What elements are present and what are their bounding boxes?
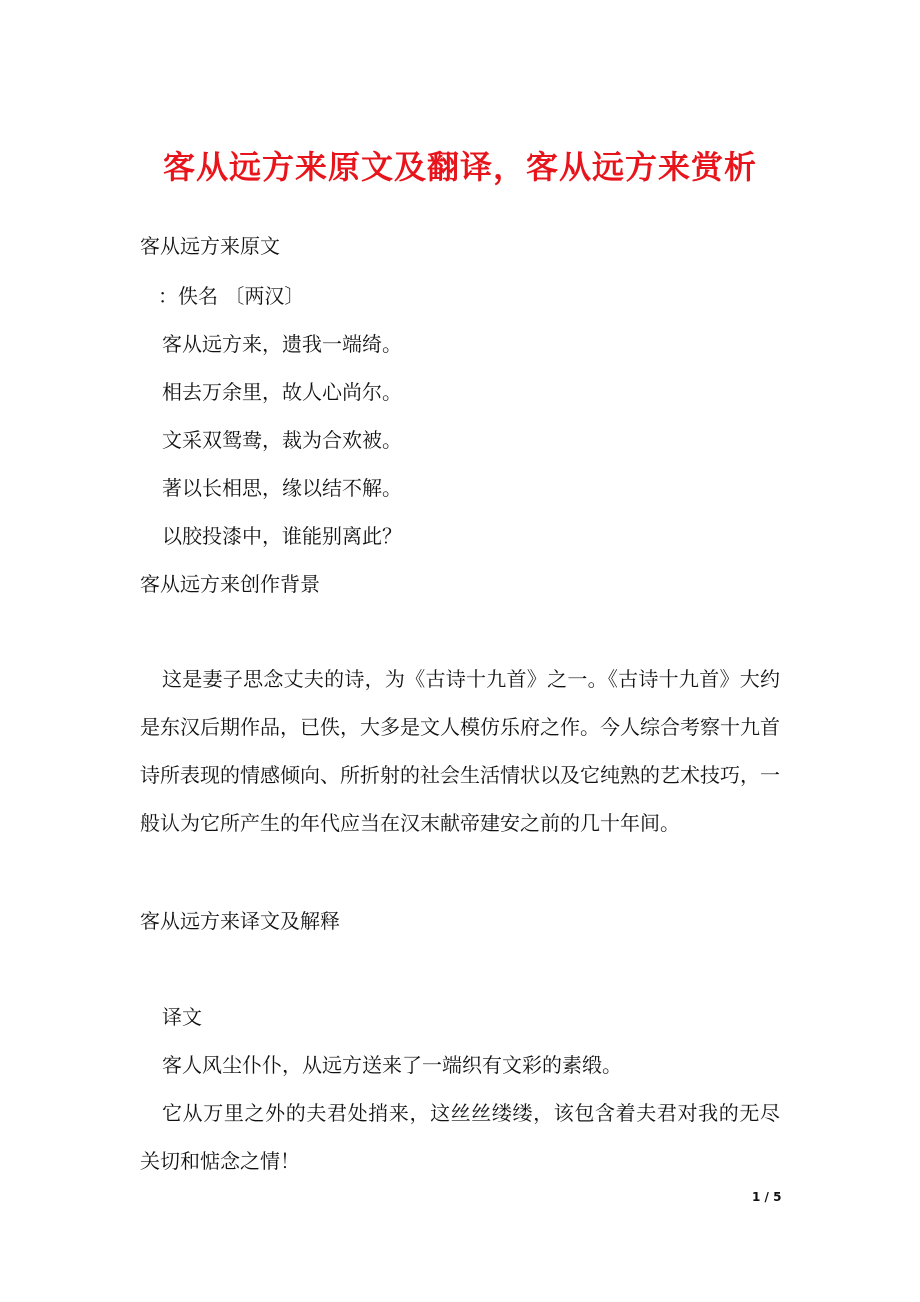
- section-heading-original: 客从远方来原文: [140, 234, 280, 258]
- poem-line: 文采双鸳鸯，裁为合欢被。: [162, 428, 402, 452]
- author-line: ：佚名 〔两汉〕: [158, 284, 305, 308]
- poem-line: 著以长相思，缘以结不解。: [162, 476, 402, 500]
- document-title: 客从远方来原文及翻译，客从远方来赏析: [162, 148, 757, 186]
- poem-line: 以胶投漆中，谁能别离此？: [162, 524, 402, 548]
- translation-label: 译文: [162, 1005, 202, 1029]
- translation-line: 客人风尘仆仆，从远方送来了一端织有文彩的素缎。: [162, 1053, 622, 1077]
- poem-line: 客从远方来，遗我一端绮。: [162, 332, 402, 356]
- section-heading-background: 客从远方来创作背景: [140, 572, 320, 596]
- section-heading-translation: 客从远方来译文及解释: [140, 909, 340, 933]
- background-paragraph: 这是妻子思念丈夫的诗，为《古诗十九首》之一。《古诗十九首》大约是东汉后期作品，已佚，大多是文人模仿乐府之作。今人综合考察十九首诗所表现的情感倾向、所折射的社会生活情状以及它纯熟的艺术技巧，一般认为它所产生的年代应当在汉末献帝建安之前的几十年间。: [140, 667, 780, 835]
- page-number: 1 / 5: [752, 1190, 782, 1204]
- translation-paragraph: 它从万里之外的夫君处捎来，这丝丝缕缕，该包含着夫君对我的无尽关切和惦念之情！: [140, 1101, 780, 1173]
- poem-line: 相去万余里，故人心尚尔。: [162, 380, 402, 404]
